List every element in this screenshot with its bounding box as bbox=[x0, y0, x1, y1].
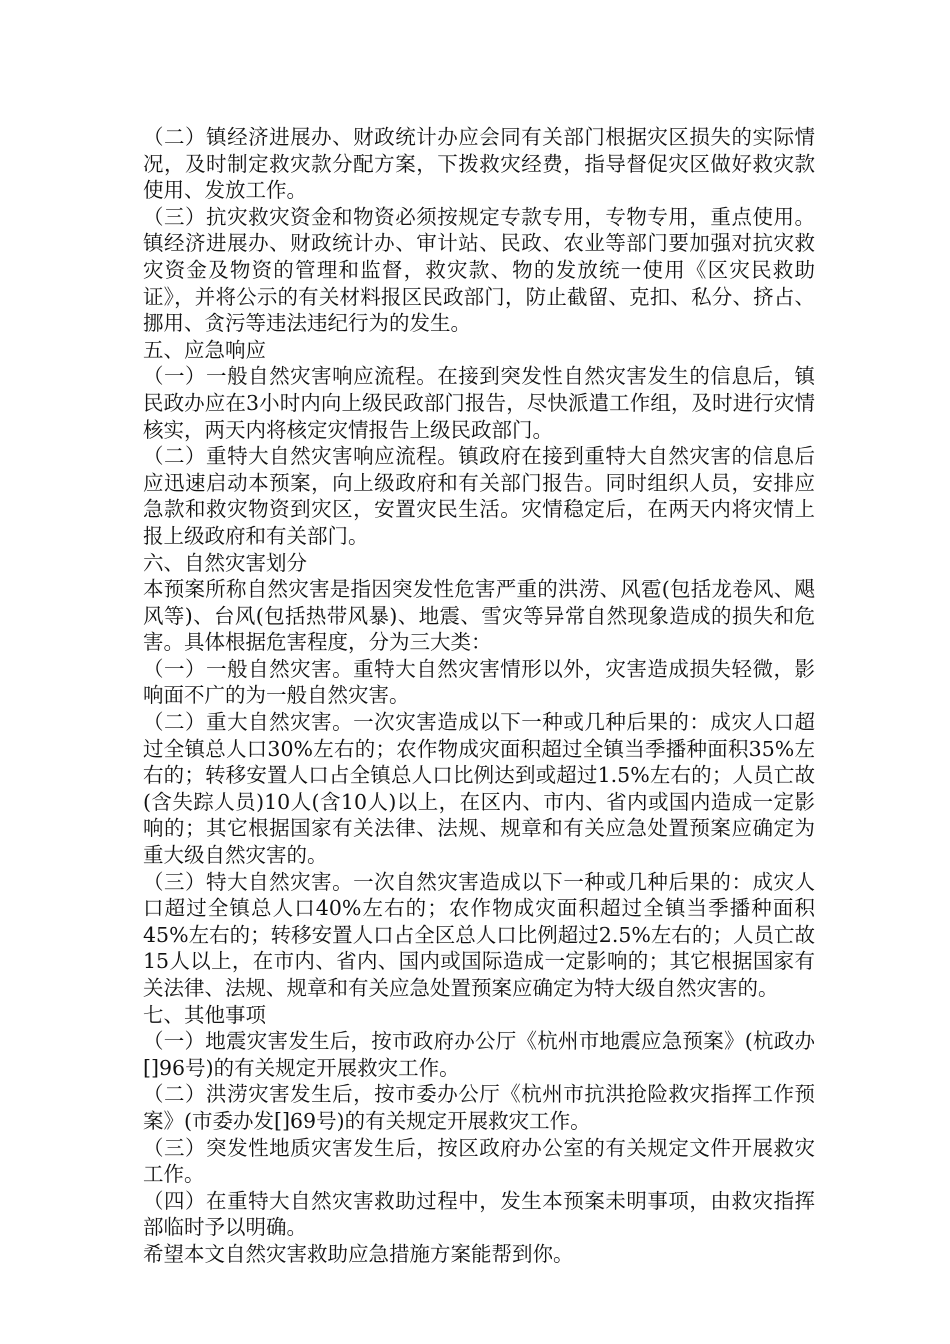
paragraph-classification-intro: 本预案所称自然灾害是指因突发性危害严重的洪涝、风雹(包括龙卷风、飓风等)、台风(包括热带风暴)、地震、雪灾等异常自然现象造成的损失和危害。具体根据危害程度，分为三大类： bbox=[143, 577, 815, 655]
paragraph-general-response: （一）一般自然灾害响应流程。在接到突发性自然灾害发生的信息后，镇民政办应在3小时内向上级民政部门报告，尽快派遣工作组，及时进行灾情核实，两天内将核定灾情报告上级民政部门。 bbox=[143, 364, 815, 442]
section-heading-disaster-classification: 六、自然灾害划分 bbox=[143, 550, 307, 575]
paragraph-flood: （二）洪涝灾害发生后，按市委办公厅《杭州市抗洪抢险救灾指挥工作预案》(市委办发[]69号)的有关规定开展救灾工作。 bbox=[143, 1082, 815, 1133]
paragraph-earthquake: （一）地震灾害发生后，按市政府办公厅《杭州市地震应急预案》(杭政办[]96号)的有关规定开展救灾工作。 bbox=[143, 1029, 815, 1080]
section-heading-emergency-response: 五、应急响应 bbox=[143, 337, 266, 362]
paragraph-unspecified-matters: （四）在重特大自然灾害救助过程中，发生本预案未明事项，由救灾指挥部临时予以明确。 bbox=[143, 1188, 815, 1240]
paragraph-funds-allocation: （二）镇经济进展办、财政统计办应会同有关部门根据灾区损失的实际情况，及时制定救灾款分配方案，下拨救灾经费，指导督促灾区做好救灾款使用、发放工作。 bbox=[143, 125, 815, 203]
paragraph-major-response: （二）重特大自然灾害响应流程。镇政府在接到重特大自然灾害的信息后应迅速启动本预案，向上级政府和有关部门报告。同时组织人员，安排应急款和救灾物资到灾区，安置灾民生活。灾情稳定后，在两天内将灾情上报上级政府和有关部门。 bbox=[143, 444, 815, 548]
paragraph-general-disaster: （一）一般自然灾害。重特大自然灾害情形以外，灾害造成损失轻微，影响面不广的为一般自然灾害。 bbox=[143, 656, 815, 708]
paragraph-severe-disaster: （三）特大自然灾害。一次自然灾害造成以下一种或几种后果的：成灾人口超过全镇总人口40%左右的；农作物成灾面积超过全镇当季播种面积45%左右的；转移安置人口占全区总人口比例超过2.5%左右的；人员亡故15人以上，在市内、省内、国内或国际造成一定影响的；其它根据国家有关法律、法规、规章和有关应急处置预案应确定为特大级自然灾害的。 bbox=[143, 869, 815, 1000]
paragraph-geological: （三）突发性地质灾害发生后，按区政府办公室的有关规定文件开展救灾工作。 bbox=[143, 1135, 815, 1187]
document-body bbox=[143, 124, 815, 1268]
paragraph-funds-supervision: （三）抗灾救灾资金和物资必须按规定专款专用，专物专用，重点使用。镇经济进展办、财政统计办、审计站、民政、农业等部门要加强对抗灾救灾资金及物资的管理和监督，救灾款、物的发放统一使用《区灾民救助证》，并将公示的有关材料报区民政部门，防止截留、克扣、私分、挤占、挪用、贪污等违法违纪行为的发生。 bbox=[143, 204, 815, 336]
paragraph-closing: 希望本文自然灾害救助应急措施方案能帮到你。 bbox=[143, 1241, 574, 1266]
section-heading-other-matters: 七、其他事项 bbox=[143, 1002, 266, 1027]
paragraph-major-disaster: （二）重大自然灾害。一次灾害造成以下一种或几种后果的：成灾人口超过全镇总人口30%左右的；农作物成灾面积超过全镇当季播种面积35%左右的；转移安置人口占全镇总人口比例达到或超过1.5%左右的；人员亡故(含失踪人员)10人(含10人)以上，在区内、市内、省内或国内造成一定影响的；其它根据国家有关法律、法规、规章和有关应急处置预案应确定为重大级自然灾害的。 bbox=[143, 710, 815, 868]
